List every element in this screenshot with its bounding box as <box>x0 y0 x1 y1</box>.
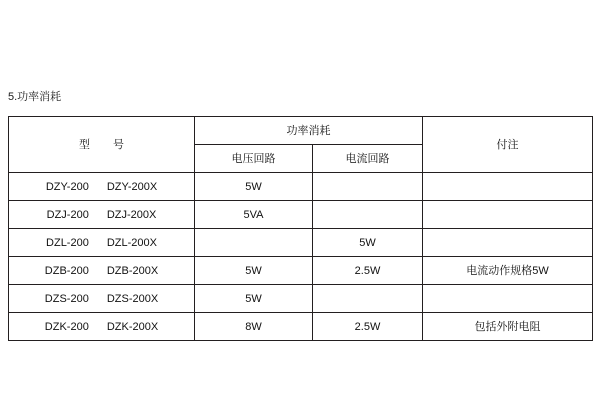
cell-note <box>423 173 593 201</box>
table-header-row-1 <box>9 117 593 145</box>
table-header <box>9 117 593 173</box>
model-code-a: DZJ-200 <box>46 208 89 221</box>
cell-voltage: 5W <box>195 257 313 285</box>
cell-model <box>9 229 195 257</box>
model-code-b: DZK-200X <box>106 320 159 333</box>
cell-current <box>313 173 423 201</box>
table-row <box>9 257 593 285</box>
model-code-a: DZK-200 <box>44 320 89 333</box>
cell-model <box>9 173 195 201</box>
cell-voltage <box>195 229 313 257</box>
table-row <box>9 201 593 229</box>
cell-model <box>9 313 195 341</box>
table-row <box>9 229 593 257</box>
header-model <box>9 117 195 173</box>
cell-current <box>313 201 423 229</box>
header-note: 付注 <box>423 117 593 173</box>
cell-current: 5W <box>313 229 423 257</box>
cell-model <box>9 257 195 285</box>
cell-current: 2.5W <box>313 313 423 341</box>
header-current-circuit: 电流回路 <box>313 145 423 173</box>
cell-current <box>313 285 423 313</box>
cell-voltage: 5W <box>195 285 313 313</box>
power-consumption-table <box>8 116 593 341</box>
header-voltage-circuit: 电压回路 <box>195 145 313 173</box>
table-body <box>9 173 593 341</box>
cell-note <box>423 229 593 257</box>
cell-voltage: 5VA <box>195 201 313 229</box>
model-code-b: DZY-200X <box>106 180 158 193</box>
cell-note <box>423 201 593 229</box>
power-consumption-table-wrapper <box>8 116 592 341</box>
model-code-a: DZL-200 <box>46 236 89 249</box>
cell-voltage: 8W <box>195 313 313 341</box>
model-code-a: DZS-200 <box>44 292 89 305</box>
cell-note: 电流动作规格5W <box>423 257 593 285</box>
section-heading: 5.功率消耗 <box>8 91 62 103</box>
header-model-label: 型 号 <box>79 138 130 151</box>
cell-model <box>9 201 195 229</box>
model-code-b: DZS-200X <box>106 292 159 305</box>
cell-current: 2.5W <box>313 257 423 285</box>
model-code-b: DZL-200X <box>106 236 157 249</box>
header-power-group: 功率消耗 <box>195 117 423 145</box>
table-row <box>9 313 593 341</box>
model-code-b: DZJ-200X <box>106 208 157 221</box>
model-code-a: DZY-200 <box>45 180 89 193</box>
table-row <box>9 173 593 201</box>
cell-note: 包括外附电阻 <box>423 313 593 341</box>
cell-note <box>423 285 593 313</box>
table-row <box>9 285 593 313</box>
cell-voltage: 5W <box>195 173 313 201</box>
cell-model <box>9 285 195 313</box>
model-code-a: DZB-200 <box>44 264 89 277</box>
model-code-b: DZB-200X <box>106 264 159 277</box>
